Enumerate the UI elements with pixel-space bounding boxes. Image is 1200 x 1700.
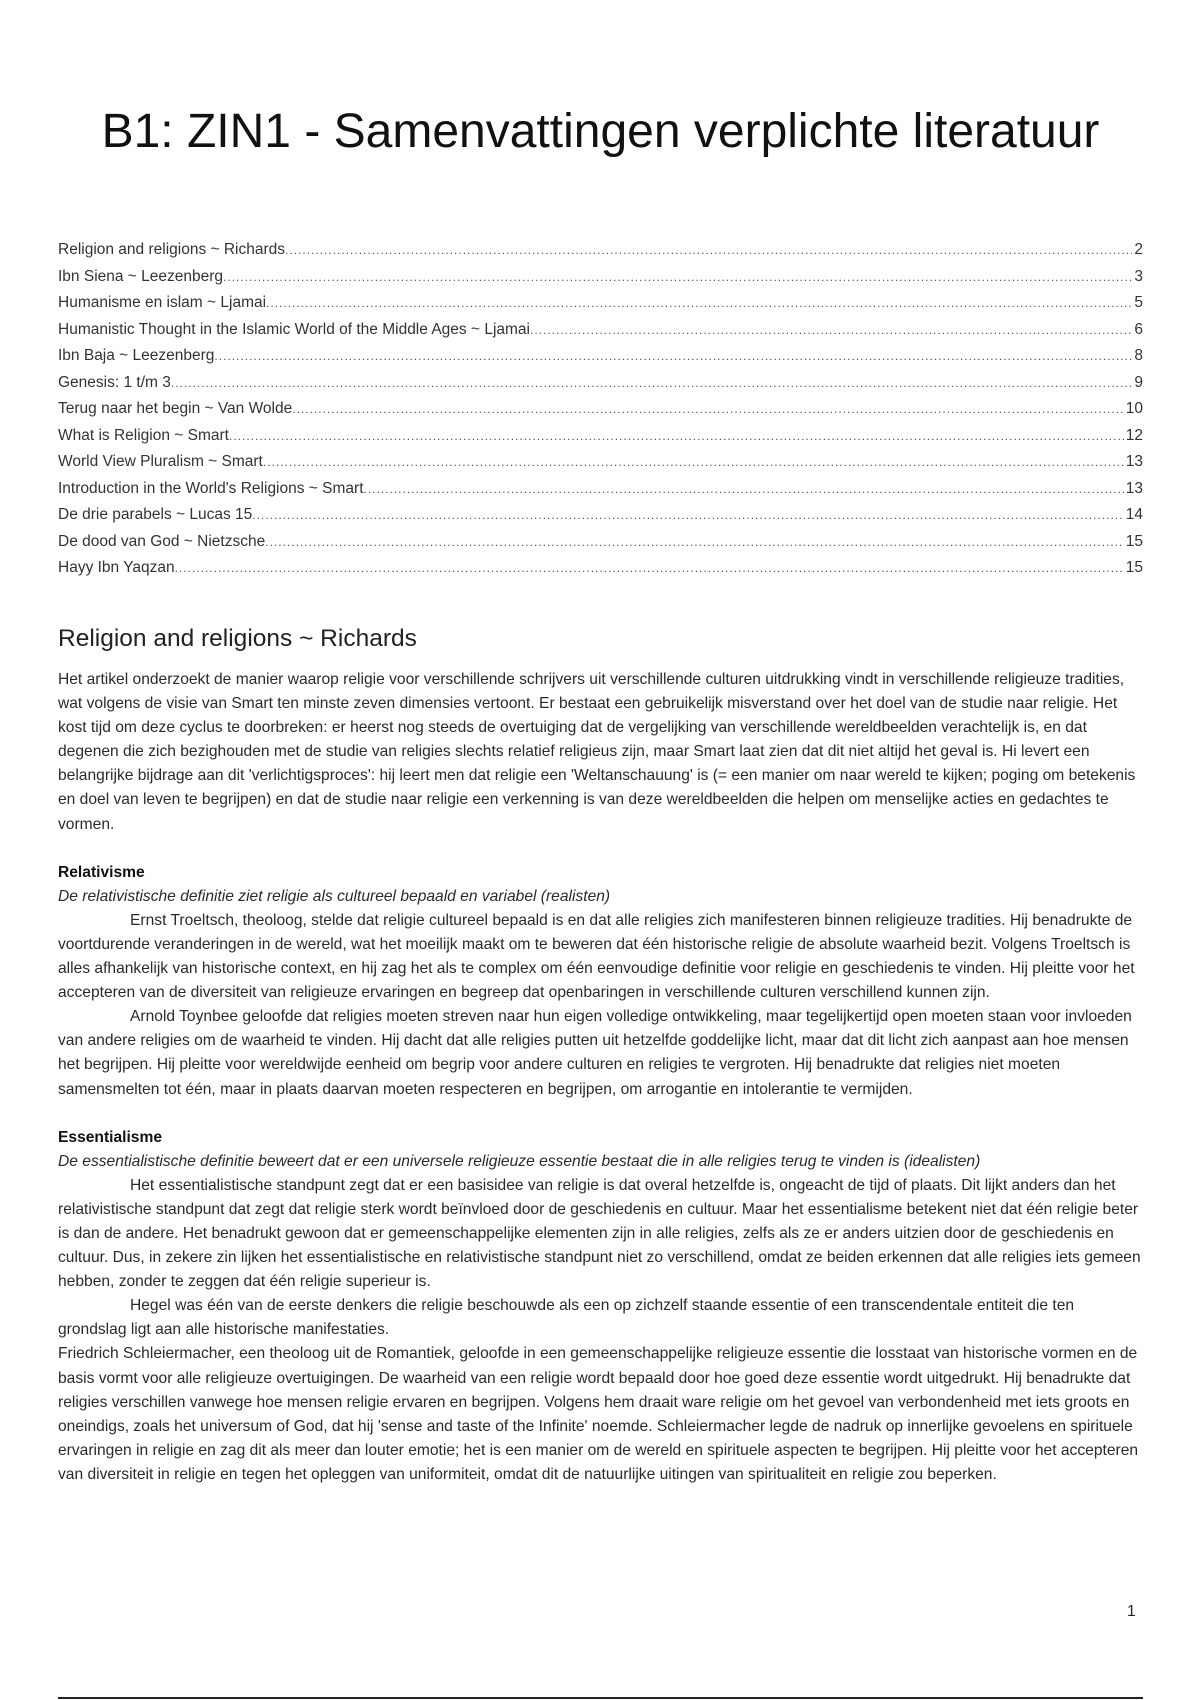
toc-leader-dots	[252, 508, 1123, 522]
toc-leader-dots	[364, 482, 1124, 496]
toc-entry[interactable]	[58, 241, 1143, 268]
toc-entry[interactable]	[58, 559, 1143, 586]
definition-essentialisme: De essentialistische definitie beweert dat er een universele religieuze essentie bestaat die in alle religies terug te vinden is (idealisten)	[58, 1152, 981, 1170]
toc-entry-page[interactable]: 8	[1134, 347, 1143, 364]
intro-paragraph: Het artikel onderzoekt de manier waarop religie voor verschillende schrijvers uit verschillende culturen uitdrukking vindt in verschillende religieuze tradities, wat volgens de visie van Smart ten minste zeven dimensies vertoont. Er bestaat een gebruikelijk misverstand over het doel van de studie naar religie. Het kost tijd om deze cyclus te doorbreken: er heerst nog steeds de overtuiging dat de vergelijking van verschillende wereldbeelden verachtelijk is, en dat degenen die zich bezighouden met de studie van religies slechts relatief religieus zijn, maar Smart laat zien dat dit niet altijd het geval is. Hi levert een belangrijke bijdrage aan dit 'verlichtigsproces': hij leert men dat religie een 'Weltanschauung' is (= een manier om naar wereld te kijken; poging om betekenis en doel van leven te begrijpen) en dat de studie naar religie een verkenning is van deze wereldbeelden die helpen om menselijke acties en gedachtes te vormen.	[58, 671, 1136, 833]
page-number: 1	[1127, 1603, 1136, 1620]
toc-entry-label[interactable]: What is Religion ~ Smart	[58, 426, 229, 444]
toc-leader-dots	[171, 376, 1133, 390]
toc-entry-page[interactable]: 15	[1125, 532, 1143, 550]
toc-leader-dots	[266, 296, 1132, 310]
toc-entry-page[interactable]: 9	[1134, 373, 1143, 391]
toc-entry-label[interactable]: Genesis: 1 t/m 3	[58, 373, 171, 391]
toc-entry[interactable]	[58, 294, 1143, 321]
subheading-essentialisme: Essentialisme	[58, 1128, 163, 1146]
toc-entry-page[interactable]: 3	[1134, 267, 1143, 285]
paragraph-toynbee: Arnold Toynbee geloofde dat religies moeten streven naar hun eigen volledige ontwikkeling, maar tegelijkertijd open moeten staan voor invloeden van andere religies om de waarheid te vinden. Hij dacht dat alle religies putten uit hetzelfde goddelijke licht, maar dat dit licht zich aanpast aan hoe mensen het begrijpen. Hij pleitte voor wereldwijde eenheid om begrip voor andere culturen en religies te vergroten. Hij benadrukte dat religies niet moeten samensmelten tot één, maar in plaats daarvan moeten respecteren en begrijpen, om arrogantie en intolerantie te vermijden.	[58, 1008, 1132, 1098]
toc-entry-label[interactable]: De dood van God ~ Nietzsche	[58, 532, 266, 550]
toc-entry-page[interactable]: 14	[1125, 506, 1143, 523]
toc-entry-page[interactable]: 5	[1134, 294, 1143, 311]
table-of-contents	[58, 241, 1143, 586]
toc-entry[interactable]	[58, 506, 1143, 533]
toc-entry[interactable]	[58, 347, 1143, 374]
section-religion-and-religions	[58, 622, 1143, 1487]
section-heading: Religion and religions ~ Richards	[58, 625, 417, 652]
document-title: B1: ZIN1 - Samenvattingen verplichte literatuur	[101, 105, 1100, 158]
toc-entry-label[interactable]: Ibn Siena ~ Leezenberg	[58, 267, 224, 285]
toc-entry-label[interactable]: Humanistic Thought in the Islamic World of the Middle Ages ~ Ljamai	[58, 320, 530, 338]
toc-entry-page[interactable]: 6	[1134, 320, 1143, 338]
toc-entry-label[interactable]: De drie parabels ~ Lucas 15	[58, 506, 253, 523]
toc-entry[interactable]	[58, 427, 1143, 454]
toc-entry[interactable]	[58, 268, 1143, 295]
toc-leader-dots	[214, 349, 1132, 363]
toc-entry-label[interactable]: World View Pluralism ~ Smart	[58, 453, 263, 470]
toc-entry[interactable]	[58, 374, 1143, 401]
toc-entry[interactable]	[58, 533, 1143, 560]
subheading-relativisme: Relativisme	[58, 863, 145, 881]
toc-leader-dots	[175, 561, 1124, 575]
toc-entry-page[interactable]: 2	[1134, 241, 1143, 258]
toc-entry[interactable]	[58, 480, 1143, 507]
toc-entry[interactable]	[58, 321, 1143, 348]
toc-leader-dots	[285, 243, 1132, 257]
toc-leader-dots	[530, 323, 1132, 337]
toc-entry-page[interactable]: 13	[1125, 453, 1143, 470]
toc-entry-page[interactable]: 10	[1125, 400, 1143, 417]
paragraph-schleiermacher: Friedrich Schleiermacher, een theoloog uit de Romantiek, geloofde in een gemeenschappelijke religieuze essentie die losstaat van historische vormen en de basis vormt voor alle religieuze overtuigingen. De waarheid van een religie wordt bepaald door hoe goed deze essentie wordt uitgedrukt. Hij benadrukte dat religies verschillen vanwege hoe mensen religie ervaren en begrijpen. Volgens hem draait ware religie om het gevoel van verbondenheid met iets groots en oneindigs, zoals het universum of God, dat hij 'sense and taste of the Infinite' noemde. Schleiermacher legde de nadruk op innerlijke gevoelens en spirituele ervaringen in religie en zag dit als meer dan louter emotie; het is een manier om de wereld en spirituele aspecten te begrijpen. Hij pleitte voor het accepteren van diversiteit in religie en tegen het opleggen van uniformiteit, omdat dit de natuurlijke uitingen van spiritualiteit en religie zou beperken.	[58, 1345, 1139, 1483]
definition-relativisme: De relativistische definitie ziet religie als cultureel bepaald en variabel (realisten)	[58, 887, 611, 905]
paragraph-troeltsch: Ernst Troeltsch, theoloog, stelde dat religie cultureel bepaald is en dat alle religies zich manifesteren binnen religieuze tradities. Hij benadrukte de voortdurende veranderingen in de wereld, wat het moeilijk maakt om te beweren dat één historische religie de absolute waarheid bezit. Volgens Troeltsch is alles afhankelijk van historische context, en hij zag het als te complex om één eenvoudige definitie voor religie en geschiedenis te vinden. Hij pleitte voor het accepteren van de diversiteit van religieuze ervaringen en begreep dat openbaringen in verschillende culturen verschillend kunnen zijn.	[58, 911, 1135, 1002]
toc-entry-page[interactable]: 12	[1125, 426, 1143, 444]
toc-leader-dots	[292, 402, 1124, 416]
page-divider	[58, 1697, 1143, 1699]
paragraph-hegel: Hegel was één van de eerste denkers die religie beschouwde als een op zichzelf staande essentie of een transcendentale entiteit die ten grondslag ligt aan alle historische manifestaties.	[58, 1297, 1075, 1339]
toc-entry-label[interactable]: Introduction in the World's Religions ~ Smart	[58, 479, 364, 497]
toc-entry-label[interactable]: Religion and religions ~ Richards	[58, 241, 286, 258]
toc-leader-dots	[229, 429, 1124, 443]
toc-leader-dots	[265, 535, 1124, 549]
toc-entry[interactable]	[58, 453, 1143, 480]
toc-leader-dots	[223, 270, 1132, 284]
toc-entry[interactable]	[58, 400, 1143, 427]
toc-entry-label[interactable]: Humanisme en islam ~ Ljamai	[58, 294, 267, 311]
toc-entry-page[interactable]: 13	[1125, 479, 1143, 497]
paragraph-essentialisme: Het essentialistische standpunt zegt dat er een basisidee van religie is dat overal hetzelfde is, ongeacht de tijd of plaats. Dit lijkt anders dan het relativistische standpunt dat zegt dat religie sterk wordt beïnvloed door de geschiedenis en cultuur. Maar het essentialisme betekent niet dat één religie beter is dan de andere. Het benadrukt gewoon dat er gemeenschappelijke elementen zijn in alle religies, zelfs als ze er anders uitzien door de geschiedenis en cultuur. Dus, in zekere zin lijken het essentialistische en relativistische standpunt niet zo verschillend, omdat ze beiden erkennen dat alle religies iets gemeen hebben, zonder te zeggen dat één religie superieur is.	[58, 1176, 1141, 1291]
toc-entry-label[interactable]: Ibn Baja ~ Leezenberg	[58, 347, 215, 364]
toc-leader-dots	[263, 455, 1124, 469]
toc-entry-label[interactable]: Hayy Ibn Yaqzan	[58, 559, 175, 576]
toc-entry-page[interactable]: 15	[1125, 559, 1143, 576]
toc-entry-label[interactable]: Terug naar het begin ~ Van Wolde	[58, 400, 293, 417]
